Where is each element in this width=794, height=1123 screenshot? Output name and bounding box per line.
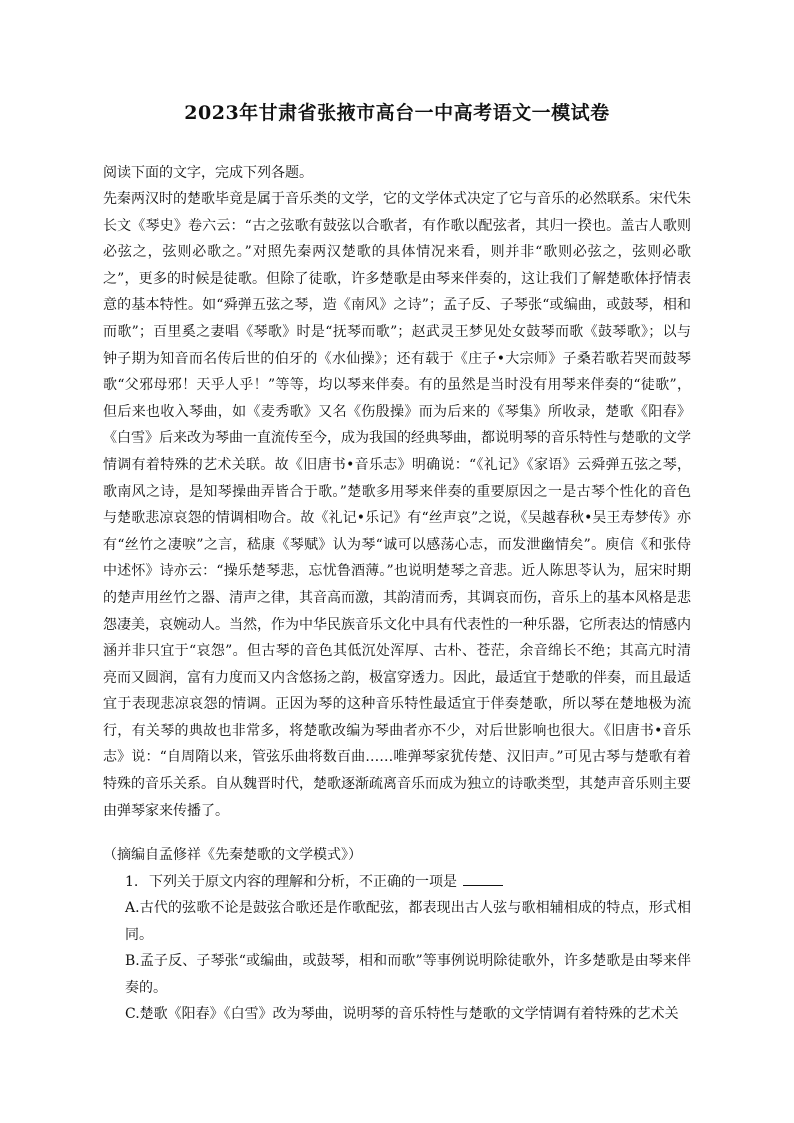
question-number: 1. — [125, 874, 139, 890]
question-1 — [125, 869, 503, 895]
option-c: C.楚歌《阳春》《白雪》改为琴曲，说明琴的音乐特性与楚歌的文学情调有着特殊的艺术关 — [125, 1006, 679, 1023]
reading-instruction: 阅读下面的文字，完成下列各题。 — [103, 165, 313, 181]
answer-blank[interactable] — [463, 873, 503, 886]
question-stem: 下列关于原文内容的理解和分析，不正确的一项是 — [149, 874, 457, 890]
passage-source: （摘编自孟修祥《先秦楚歌的文学模式》） — [103, 847, 362, 863]
option-b: B.孟子反、子琴张“或编曲，或鼓琴，相和而歌”等事例说明除徒歌外，许多楚歌是由琴来伴奏的。 — [125, 953, 691, 996]
reading-passage: 先秦两汉时的楚歌毕竟是属于音乐类的文学，它的文学体式决定了它与音乐的必然联系。宋代朱长文《琴史》卷六云：“古之弦歌有鼓弦以合歌者，有作歌以配弦者，其归一揆也。盖古人歌则必弦之，弦则必歌之。”对照先秦两汉楚歌的具体情况来看，则并非“歌则必弦之，弦则必歌之”，更多的时候是徒歌。但除了徒歌，许多楚歌是由琴来伴奏的，这让我们了解楚歌体抒情表意的基本特性。如“舜弹五弦之琴，造《南风》之诗”；孟子反、子琴张“或编曲，或鼓琴，相和而歌”；百里奚之妻唱《琴歌》时是“抚琴而歌”；赵武灵王梦见处女鼓琴而歌《鼓琴歌》；以与钟子期为知音而名传后世的伯牙的《水仙操》；还有载于《庄子•大宗师》子桑若歌若哭而鼓琴歌“父邪母邪！天乎人乎！”等等，均以琴来伴奏。有的虽然是当时没有用琴来伴奏的“徒歌”，但后来也收入琴曲，如《麦秀歌》又名《伤殷操》而为后来的《琴集》所收录，楚歌《阳春》《白雪》后来改为琴曲一直流传至今，成为我国的经典琴曲，都说明琴的音乐特性与楚歌的文学情调有着特殊的艺术关联。故《旧唐书•音乐志》明确说：“《礼记》《家语》云舜弹五弦之琴，歌南风之诗，是知琴操曲弄皆合于歌。”楚歌多用琴来伴奏的重要原因之一是古琴个性化的音色与楚歌悲凉哀怨的情调相吻合。故《礼记•乐记》有“丝声哀”之说，《吴越春秋•吴王寿梦传》亦有“丝竹之凄唳”之言，嵇康《琴赋》认为琴“诚可以感荡心志，而发泄幽情矣”。庾信《和张侍中述怀》诗亦云：“操乐楚琴悲，忘忧鲁酒薄。”也说明楚琴之音悲。近人陈思苓认为，屈宋时期的楚声用丝竹之器、清声之律，其音高而激，其韵清而秀，其调哀而伤，音乐上的基本风格是悲怨凄美，哀婉动人。当然，作为中华民族音乐文化中具有代表性的一种乐器，它所表达的情感内涵并非只宜于“哀怨”。但古琴的音色其低沉处浑厚、古朴、苍茫，余音绵长不绝；其高亢时清亮而又圆润，富有力度而又内含悠扬之韵，极富穿透力。因此，最适宜于楚歌的伴奏，而且最适宜于表现悲凉哀怨的情调。正因为琴的这种音乐特性最适宜于伴奏楚歌，所以琴在楚地极为流行，有关琴的典故也非常多，将楚歌改编为琴曲者亦不少，对后世影响也很大。《旧唐书•音乐志》说：“自周隋以来，管弦乐曲将数百曲……唯弹琴家犹传楚、汉旧声。”可见古琴与楚歌有着特殊的音乐关系。自从魏晋时代，楚歌逐渐疏离音乐而成为独立的诗歌类型，其楚声音乐则主要由弹琴家来传播了。 — [103, 191, 691, 819]
option-a: A.古代的弦歌不论是鼓弦合歌还是作歌配弦，都表现出古人弦与歌相辅相成的特点，形式相同。 — [125, 900, 691, 943]
page-title: 2023年甘肃省张掖市高台一中高考语文一模试卷 — [184, 102, 610, 124]
answer-options — [125, 895, 691, 1028]
